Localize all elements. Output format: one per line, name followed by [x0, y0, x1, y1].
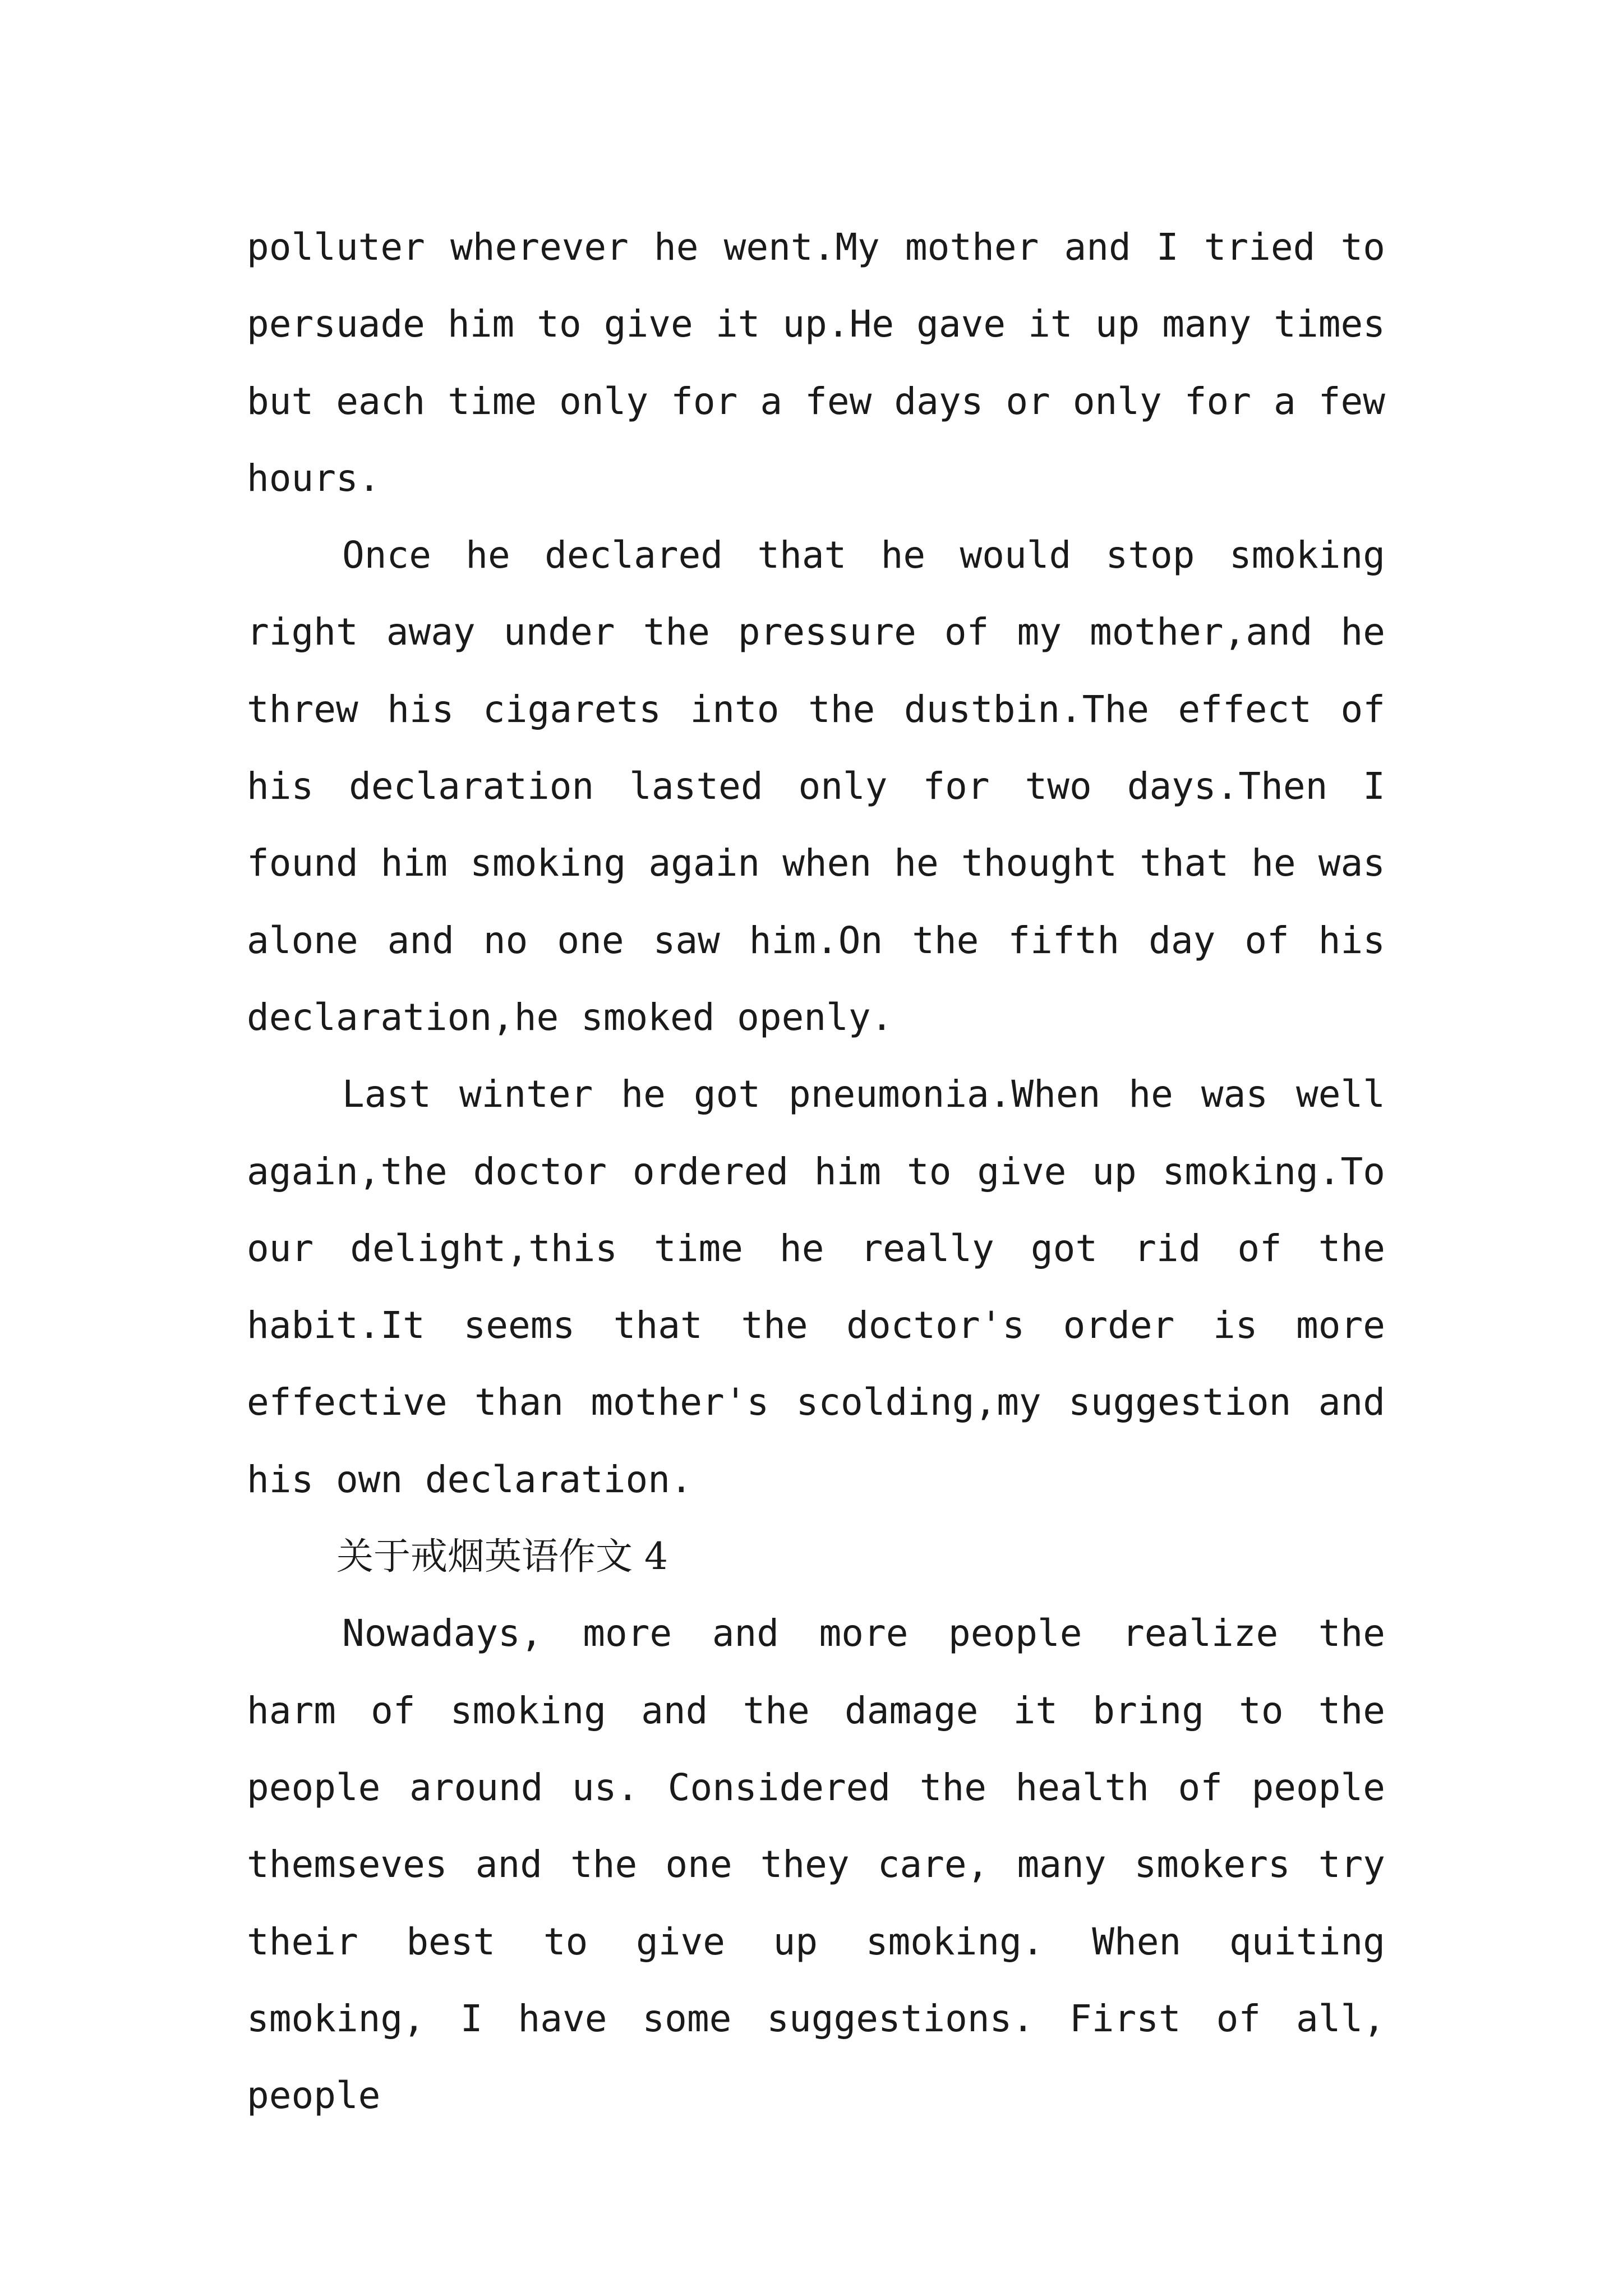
paragraph-declaration: Once he declared that he would stop smoking right away under the pressure of my mother,and he threw his cigarets into the dustbin.The effect of his declaration lasted only for two days.Then I found him smoking again when he thought that he was alone and no one saw him.On the fifth day of his declaration,he smoked openly.	[247, 533, 1385, 1039]
paragraph-nowadays: Nowadays, more and more people realize the harm of smoking and the damage it bring to the people around us. Considered the health of people themseves and the one they care, many smokers try their best to give up smoking. When quiting smoking, I have some suggestions. First of all, people	[247, 1612, 1385, 2118]
section-heading: 关于戒烟英语作文 4	[336, 1535, 668, 1579]
document-body	[247, 209, 1385, 2134]
paragraph-continued: polluter wherever he went.My mother and I tried to persuade him to give it up.He gave it up many times but each time only for a few days or only for a few hours.	[247, 226, 1385, 500]
paragraph-pneumonia: Last winter he got pneumonia.When he was well again,the doctor ordered him to give up smoking.To our delight,this time he really got rid of the habit.It seems that the doctor's order is more effective than mother's scolding,my suggestion and his own declaration.	[247, 1073, 1385, 1501]
